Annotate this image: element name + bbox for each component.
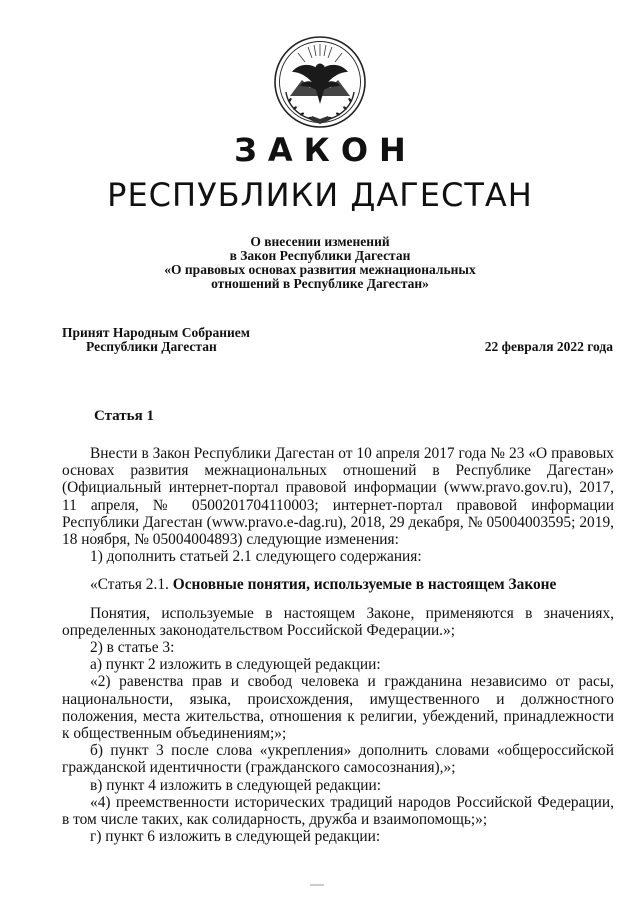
paragraph: Внести в Закон Республики Дагестан от 10 апреля 2017 года № 23 «О правовых основах развития межнациональных отношений в Республике Дагестан» (Официальный интернет-портал правовой информации (www.pravo.gov.ru), 2017, 11 апреля, № 0500201704110003; интернет-портал правовой информации Республики Дагестан (www.pravo.e-dag.ru), 2018, 29 декабря, № 05004003595; 2019, 18 ноября, № 05004004893) следующие изменения: xyxy=(62,445,614,549)
paragraph: в) пункт 4 изложить в следующей редакции: xyxy=(90,776,382,794)
paragraph: б) пункт 3 после слова «укрепления» дополнить словами «общероссийской гражданской идентичности (гражданского самосознания),»; xyxy=(62,742,614,777)
law-heading-line: отношений в Республике Дагестан» xyxy=(211,276,429,291)
paragraph: Понятия, используемые в настоящем Законе, применяются в значениях, определенных законодательством Российской Федерации.»; xyxy=(62,604,614,639)
paragraph: 1) дополнить статьей 2.1 следующего содержания: xyxy=(90,548,422,566)
law-heading xyxy=(0,235,640,291)
article-title: Статья 1 xyxy=(94,408,154,424)
law-heading-line: в Закон Республики Дагестан xyxy=(229,248,411,263)
document-title: ЗАКОН xyxy=(234,131,417,169)
document-subtitle: РЕСПУБЛИКИ ДАГЕСТАН xyxy=(107,176,533,214)
dagestan-coat-of-arms-icon xyxy=(272,34,368,130)
paragraph: а) пункт 2 изложить в следующей редакции: xyxy=(90,656,381,674)
adoption-body-region: Республики Дагестан xyxy=(86,339,217,354)
law-heading-line: «О правовых основах развития межнациональных xyxy=(164,262,476,277)
paragraph: 2) в статье 3: xyxy=(90,639,175,657)
adoption-date: 22 февраля 2022 года xyxy=(484,339,613,354)
scan-artifact xyxy=(310,884,324,886)
adoption-note xyxy=(62,326,250,354)
paragraph: «4) преемственности исторических традиций народов Российской Федерации, в том числе таких, как солидарность, дружба и взаимопомощь;»; xyxy=(62,793,614,829)
new-article-heading xyxy=(62,576,614,593)
adoption-body: Принят Народным Собранием xyxy=(62,325,250,340)
new-article-prefix: «Статья 2.1. xyxy=(90,576,173,594)
paragraph: г) пункт 6 изложить в следующей редакции: xyxy=(90,828,381,846)
paragraph: «2) равенства прав и свобод человека и гражданина независимо от расы, национальности, языка, происхождения, имущественного и должностного положения, места жительства, отношения к религии, убеждений, принадлежности к общественным объединениям;»; xyxy=(62,673,614,743)
new-article-title: Основные понятия, используемые в настоящем Законе xyxy=(172,576,557,594)
law-heading-line: О внесении изменений xyxy=(250,234,390,249)
article-body xyxy=(62,445,614,845)
